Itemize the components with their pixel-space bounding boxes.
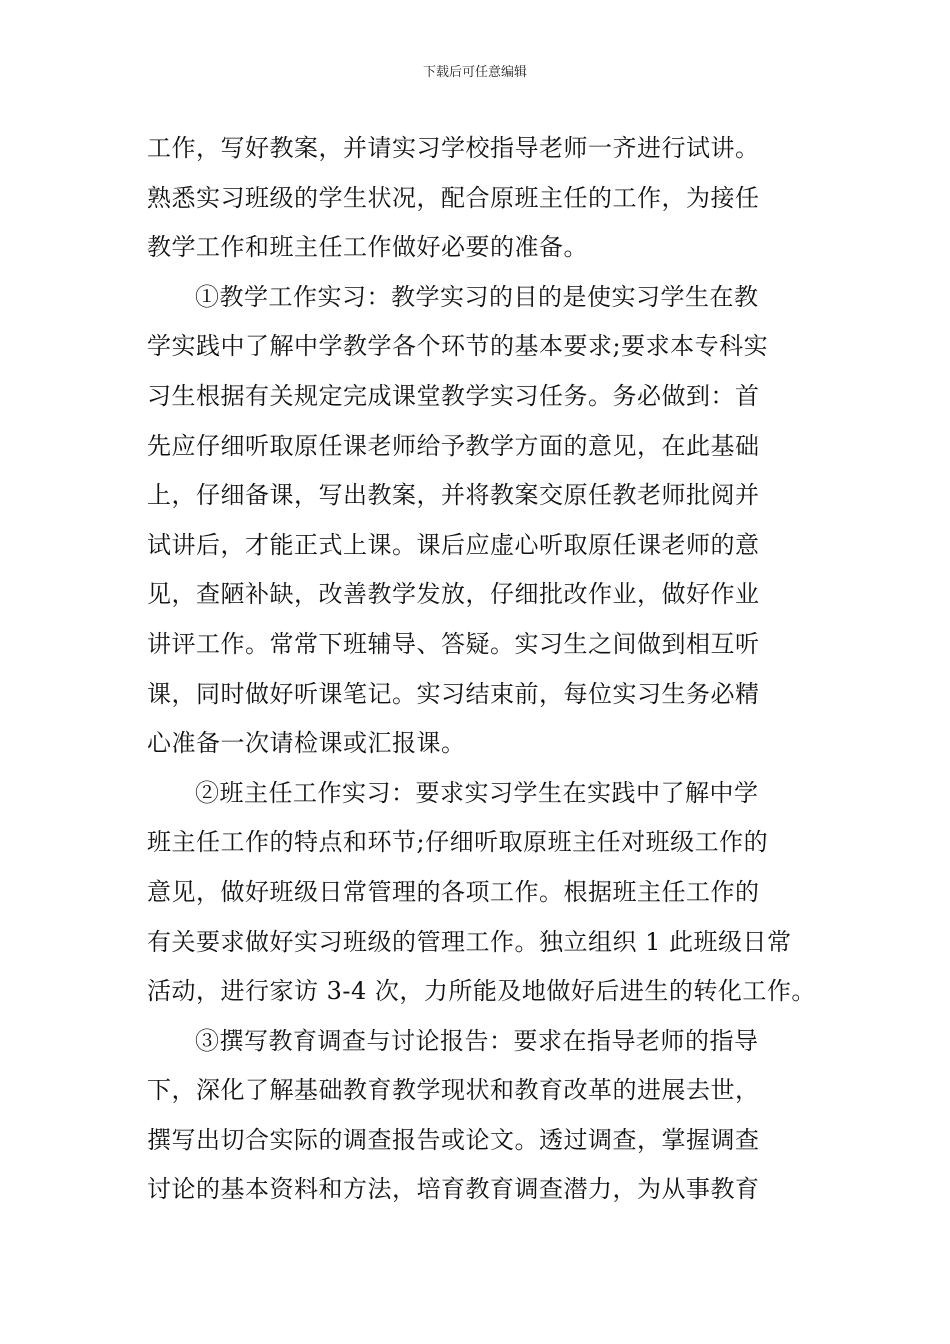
text-line: 教学工作和班主任工作做好必要的准备。 bbox=[147, 233, 588, 262]
text-line: 撰写出切合实际的调查报告或论文。透过调查，掌握调查 bbox=[147, 1125, 760, 1154]
text-line: 习生根据有关规定完成课堂教学实习任务。务必做到：首 bbox=[147, 381, 760, 410]
page-header: 下载后可任意编辑 bbox=[422, 65, 527, 80]
text-line: 心准备一次请检课或汇报课。 bbox=[147, 729, 466, 758]
paragraph-1-start: ①教学工作实习：教学实习的目的是使实习学生在教 bbox=[195, 282, 759, 311]
text-line: 讲评工作。常常下班辅导、答疑。实习生之间做到相互听 bbox=[147, 629, 760, 658]
text-line: 学实践中了解中学教学各个环节的基本要求;要求本专科实 bbox=[147, 332, 769, 361]
document-body bbox=[147, 124, 816, 1215]
text-line: 讨论的基本资料和方法，培育教育调查潜力，为从事教育 bbox=[147, 1175, 760, 1204]
text-line: 上，仔细备课，写出教案，并将教案交原任教老师批阅并 bbox=[147, 481, 760, 510]
paragraph-3-start: ③撰写教育调查与讨论报告：要求在指导老师的指导 bbox=[195, 1026, 759, 1055]
text-line: 试讲后，才能正式上课。课后应虚心听取原任课老师的意 bbox=[147, 530, 760, 559]
text-line: 有关要求做好实习班级的管理工作。独立组织 1 此班级日常 bbox=[147, 927, 792, 956]
text-line: 班主任工作的特点和环节;仔细听取原班主任对班级工作的 bbox=[147, 828, 769, 857]
paragraph-2-start: ②班主任工作实习：要求实习学生在实践中了解中学 bbox=[195, 778, 759, 807]
text-line: 下，深化了解基础教育教学现状和教育改革的进展去世， bbox=[147, 1076, 760, 1105]
text-line: 熟悉实习班级的学生状况，配合原班主任的工作，为接任 bbox=[147, 183, 760, 212]
text-line: 见，查陋补缺，改善教学发放，仔细批改作业，做好作业 bbox=[147, 580, 760, 609]
text-line: 活动，进行家访 3-4 次，力所能及地做好后进生的转化工作。 bbox=[147, 977, 816, 1006]
text-line: 先应仔细听取原任课老师给予教学方面的意见，在此基础 bbox=[147, 431, 760, 460]
text-line: 工作，写好教案，并请实习学校指导老师一齐进行试讲。 bbox=[147, 134, 760, 162]
text-line: 课，同时做好听课笔记。实习结束前，每位实习生务必精 bbox=[147, 679, 760, 708]
text-line: 意见，做好班级日常管理的各项工作。根据班主任工作的 bbox=[147, 877, 760, 906]
